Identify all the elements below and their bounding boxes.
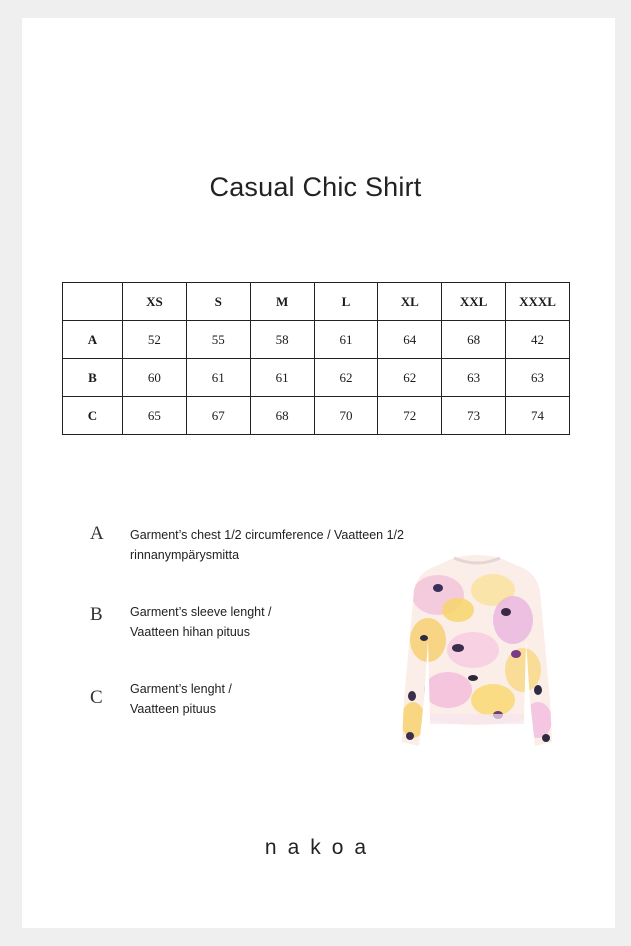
table-header-cell: S [186, 283, 250, 321]
legend-letter-c: C [90, 687, 103, 708]
table-cell: 58 [250, 321, 314, 359]
row-label: B [63, 359, 123, 397]
brand-logo: nakoa [264, 836, 378, 859]
table-header-cell: XS [123, 283, 187, 321]
row-label: C [63, 397, 123, 435]
size-table [62, 282, 570, 435]
table-header-cell: L [314, 283, 378, 321]
row-label: A [63, 321, 123, 359]
legend-letter-a: A [90, 523, 104, 544]
table-header-cell: XL [378, 283, 442, 321]
table-row [63, 321, 570, 359]
table-cell: 61 [186, 359, 250, 397]
table-header-row [63, 283, 570, 321]
table-cell: 61 [314, 321, 378, 359]
shirt-product-image [398, 550, 556, 750]
table-cell: 73 [442, 397, 506, 435]
table-cell: 60 [123, 359, 187, 397]
table-cell: 65 [123, 397, 187, 435]
table-cell: 64 [378, 321, 442, 359]
size-chart-card [22, 18, 615, 928]
table-row [63, 397, 570, 435]
legend-letter-b: B [90, 604, 103, 625]
legend-text-c: Garment’s lenght / Vaatteen pituus [130, 682, 232, 716]
table-cell: 67 [186, 397, 250, 435]
table-cell: 72 [378, 397, 442, 435]
table-cell: 68 [250, 397, 314, 435]
table-cell: 61 [250, 359, 314, 397]
table-cell: 55 [186, 321, 250, 359]
legend-text-b: Garment’s sleeve lenght / Vaatteen hihan pituus [130, 605, 272, 639]
page-title: Casual Chic Shirt [209, 172, 422, 202]
table-cell: 42 [506, 321, 570, 359]
table-cell: 68 [442, 321, 506, 359]
legend-text-a: Garment’s chest 1/2 circumference / Vaatteen 1/2 rinnanympärysmitta [130, 528, 404, 562]
table-header-cell: XXL [442, 283, 506, 321]
table-cell: 70 [314, 397, 378, 435]
table-header-cell: M [250, 283, 314, 321]
table-header-cell: XXXL [506, 283, 570, 321]
table-cell: 62 [378, 359, 442, 397]
table-cell: 63 [442, 359, 506, 397]
table-header-cell [63, 283, 123, 321]
table-cell: 63 [506, 359, 570, 397]
table-cell: 52 [123, 321, 187, 359]
table-cell: 62 [314, 359, 378, 397]
table-cell: 74 [506, 397, 570, 435]
table-row [63, 359, 570, 397]
